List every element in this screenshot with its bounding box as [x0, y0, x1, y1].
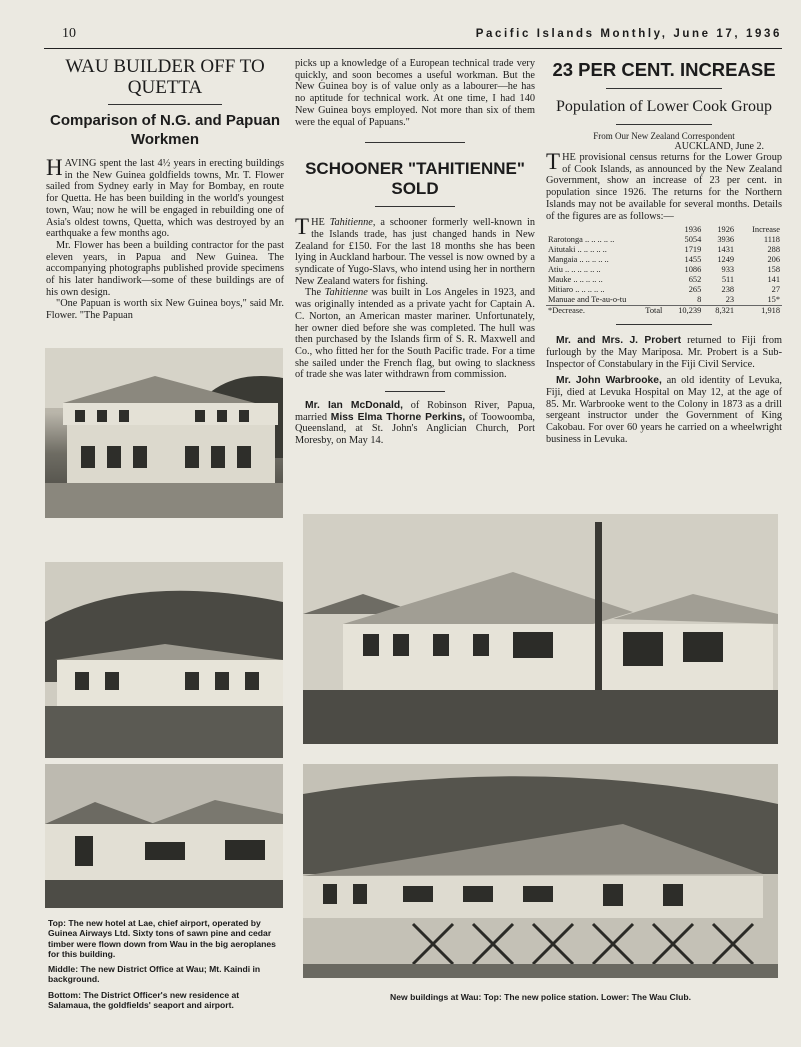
paragraph: picks up a knowledge of a European technical trade very quickly, and soon becomes a useful workman. But the New Guinea boy is of value only as a labourer—he has no aptitude for technical work. At one time, I had 140 New Guinea boys employed. Not more than six of them were the equal of Papuans."	[295, 58, 535, 128]
running-head: Pacific Islands Monthly, June 17, 1936	[475, 28, 782, 40]
probert-notice	[546, 335, 782, 370]
photo-wau-club	[303, 764, 778, 978]
subheadline-population: Population of Lower Cook Group	[556, 98, 772, 115]
table-row: Manuae and Te-au-o-tu 8 23 15*	[548, 295, 780, 305]
drop-cap: T	[295, 214, 310, 240]
table-row: Mauke .. .. .. .. .. 652 511 141	[548, 275, 780, 285]
page-header	[44, 26, 782, 49]
divider	[385, 391, 445, 392]
paragraph: THE Tahitienne, a schooner formerly well-known in the Islands trade, has just changed hands in New Zealand for £150. For the last 18 months she has been lying in Auckland harbour. The vessel is now owned by a syndicate of Yugo-Slavs, who intend using her in northern New Zealand waters for fishing.	[295, 214, 535, 287]
table-row: Atiu .. .. .. .. .. .. 1086 933 158	[548, 265, 780, 275]
divider	[606, 88, 722, 89]
paragraph: HAVING spent the last 4½ years in erecting buildings in the New Guinea goldfields towns, Mr. T. Flower sailed from Sydney early in May for Bombay, en route for Quetta. He has been building in the world's youngest town, Wau; now he will be engaged in rebuilding one of Asia's oldest towns, Quetta, which was destroyed by an earthquake a few months ago.	[46, 155, 284, 240]
article-wau-builder	[46, 56, 284, 322]
paragraph: Mr. Flower has been a building contractor for the past eleven years, in Papua and New Guinea. The accompanying photographs published provide specimens of his later handiwork—some of these buildings are of his own design.	[46, 239, 284, 298]
building-illustration	[303, 764, 778, 978]
byline: From Our New Zealand Correspondent	[593, 131, 735, 141]
divider	[365, 142, 465, 143]
article-body	[295, 214, 535, 381]
table-row: Aitutaki .. .. .. .. .. 1719 1431 288	[548, 245, 780, 255]
photo-police-station	[303, 514, 778, 744]
table-header-row: 1936 1926 Increase	[684, 225, 780, 235]
headline-schooner: SCHOONER "TAHITIENNE" SOLD	[305, 159, 525, 199]
paragraph: Mr. John Warbrooke, an old identity of Levuka, Fiji, died at Levuka Hospital on May 12, at the age of 85. Mr. Warbrooke went to the Colony in 1873 as a drill sergeant instructor under the Government of King Cakobau. For over 60 years he carried on a wheelwright business in Levuka.	[546, 375, 782, 445]
caption-top: Top: The new hotel at Lae, chief airport, operated by Guinea Airways Ltd. Sixty tons of sawn pine and cedar timber were flown down from Wau in the big aeroplanes for this building.	[48, 918, 276, 959]
photo-lae-hotel	[45, 348, 283, 518]
divider	[375, 206, 455, 207]
paragraph: Mr. and Mrs. J. Probert returned to Fiji from furlough by the May Mariposa. Mr. Probert is a Sub-Inspector of Constabulary in the Fiji Civil Service.	[546, 335, 782, 370]
building-illustration	[45, 764, 283, 908]
divider	[616, 124, 712, 125]
paragraph: The Tahitienne was built in Los Angeles in 1923, and was originally intended as a private yacht for Captain A. C. Norton, an American master mariner. Unfortunately, her owner died before she was completed. The hull was then purchased by the Islands firm of S. R. Maxwell and Co., who fitted her for the South Pacific trade. For a time she sailed under the French flag, but owing to slackness of trade she was later withdrawn from commission.	[295, 287, 535, 381]
caption-middle: Middle: The new District Office at Wau; Mt. Kaindi in background.	[48, 964, 261, 985]
building-illustration	[45, 562, 283, 758]
building-illustration	[45, 348, 283, 518]
article-body	[546, 149, 782, 222]
photo-district-office-wau	[45, 562, 283, 758]
article-census	[546, 60, 782, 446]
census-table	[546, 225, 782, 316]
table-row: Mangaia .. .. .. .. .. 1455 1249 206	[548, 255, 780, 265]
article-body	[46, 155, 284, 322]
divider	[108, 104, 222, 105]
dateline: AUCKLAND, June 2.	[674, 141, 764, 152]
drop-cap: T	[546, 149, 561, 174]
left-photo-captions	[48, 918, 284, 1010]
headline-wau-builder: WAU BUILDER OFF TO QUETTA	[65, 56, 265, 98]
paragraph: Mr. Ian McDonald, of Robinson River, Papua, married Miss Elma Thorne Perkins, of Toowoomba, Queensland, at St. John's Anglician Church, Port Moresby, on May 14.	[295, 400, 535, 447]
caption-bottom: Bottom: The District Officer's new residence at Salamaua, the goldfields' seaport and airport.	[48, 989, 240, 1011]
right-photo-caption-block	[303, 992, 778, 1002]
article-schooner	[295, 58, 535, 447]
wedding-notice	[295, 400, 535, 447]
drop-cap: H	[46, 155, 63, 180]
paragraph: "One Papuan is worth six New Guinea boys," said Mr. Flower. "The Papuan	[46, 298, 284, 322]
paragraph: THE provisional census returns for the Lower Group of Cook Islands, as announced by the New Zealand Government, show an increase of 23 per cent. in population since 1926. The returns for the Northern Islands may not be available for several months. Details of the figures are as follows:—	[546, 149, 782, 222]
building-illustration	[303, 514, 778, 744]
caption-wau-buildings: New buildings at Wau: Top: The new police station. Lower: The Wau Club.	[390, 992, 691, 1002]
table-row: Mitiaro .. .. .. .. .. 265 238 27	[548, 285, 780, 295]
subheadline-comparison: Comparison of N.G. and Papuan Workmen	[49, 112, 281, 148]
warbrooke-notice	[546, 375, 782, 445]
photo-salamaua-residence	[45, 764, 283, 908]
headline-census: 23 PER CENT. INCREASE	[552, 59, 776, 80]
divider	[616, 324, 712, 325]
continued-text	[295, 58, 535, 128]
table-total-row: *Decrease. Total 10,239 8,321 1,918	[548, 306, 780, 316]
table-row: Rarotonga .. .. .. .. .. 5054 3936 1118	[548, 235, 780, 245]
page-number: 10	[62, 26, 76, 41]
